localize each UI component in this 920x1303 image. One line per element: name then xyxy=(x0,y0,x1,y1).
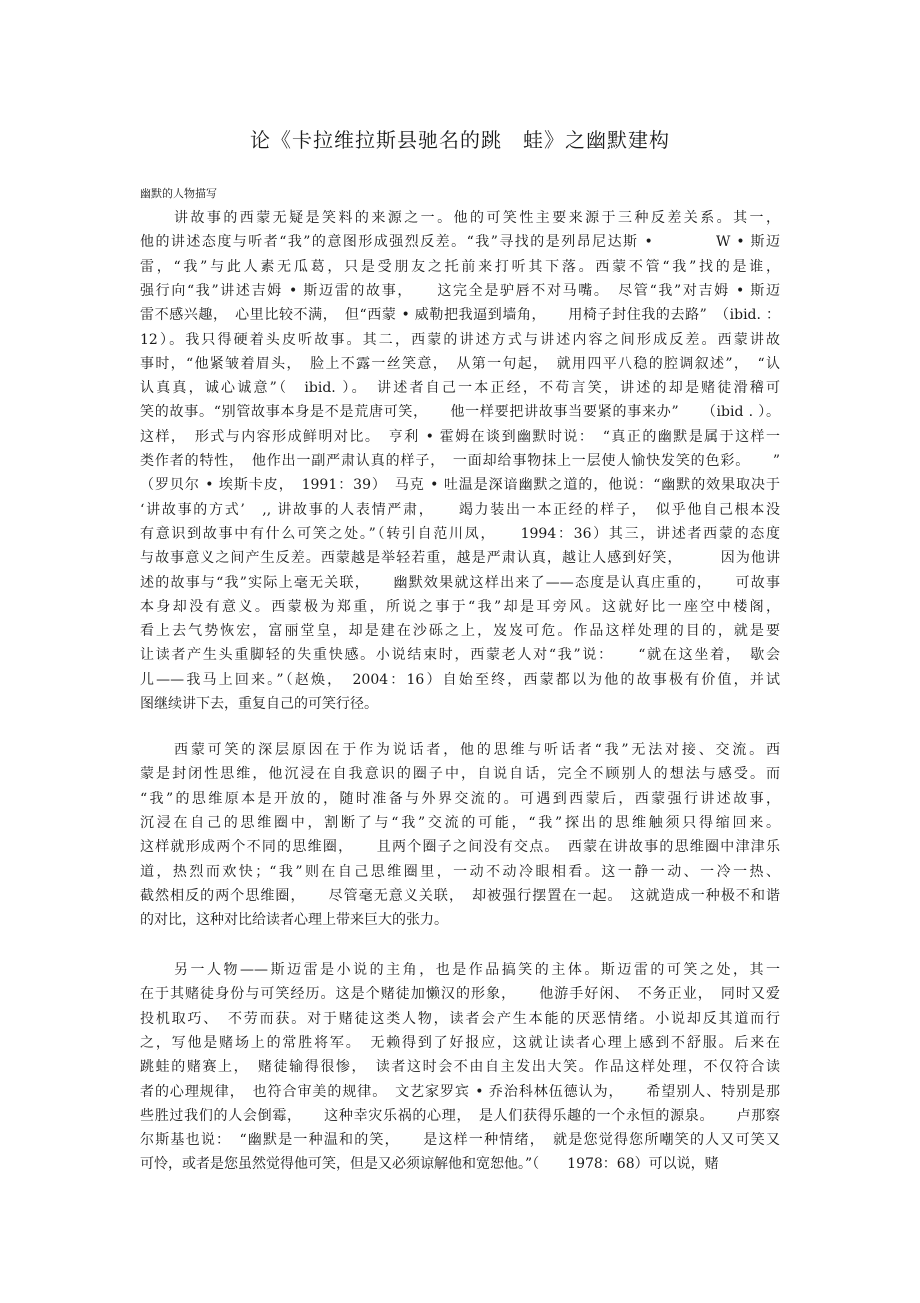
paragraph-1-line: 雷，“我”与此人素无瓜葛，只是受朋友之托前来打听其下落。西蒙不管“我”找的是谁， xyxy=(140,259,780,275)
paragraph-2-line: 的对比，这种对比给读者心理上带来巨大的张力。 xyxy=(140,912,448,928)
paragraph-1-line: 雷不感兴趣， 心里比较不满， 但“西蒙 • 威勒把我逼到墙角， 用椅子封住我的去路” （ibid. ： xyxy=(140,307,780,323)
paragraph-3-line: 跳蛙的赌赛上， 赌徒输得很惨， 读者这时会不由自主发出大笑。作品这样处理，不仅符合读 xyxy=(140,1059,780,1075)
paragraph-1-line: （罗贝尔 • 埃斯卡皮， 1991：39） 马克 • 吐温是深谙幽默之道的，他说：“幽默的效果取决于 xyxy=(140,477,780,493)
paragraph-1-line: 与故事意义之间产生反差。西蒙越是举轻若重，越是严肃认真，越让人感到好笑， 因为他讲 xyxy=(140,550,780,566)
paragraph-1-line: 这样， 形式与内容形成鲜明对比。 亨利 • 霍姆在谈到幽默时说： “真正的幽默是属于这样一 xyxy=(140,429,780,445)
document-title: 论《卡拉维拉斯县驰名的跳 蛙》之幽默建构 xyxy=(250,128,670,152)
paragraph-3-line: 尔斯基也说： “幽默是一种温和的笑， 是这样一种情绪， 就是您觉得您所嘲笑的人又可笑又 xyxy=(140,1132,780,1148)
paragraph-1-line: 让读者产生头重脚轻的失重快感。小说结束时，西蒙老人对“我”说： “就在这坐着， 歇会 xyxy=(140,647,780,663)
paragraph-1-line: 强行向“我”讲述吉姆 • 斯迈雷的故事， 这完全是驴唇不对马嘴。 尽管“我”对吉姆 • 斯迈 xyxy=(140,283,780,299)
paragraph-1-line: 儿——我马上回来。”（赵焕， 2004：16）自始至终，西蒙都以为他的故事极有价值，并试 xyxy=(140,672,780,688)
paragraph-1-line: 讲故事的西蒙无疑是笑料的来源之一。他的可笑性主要来源于三种反差关系。其一， xyxy=(174,210,780,226)
paragraph-3-line: 在于其赌徒身份与可笑经历。这是个赌徒加懒汉的形象， 他游手好闲、 不务正业， 同时又爱 xyxy=(140,986,780,1002)
paragraph-1-line: 事时，“他紧皱着眉头， 脸上不露一丝笑意， 从第一句起， 就用四平八稳的腔调叙述”， “认 xyxy=(140,356,780,372)
paragraph-1-line: 类作者的特性， 他作出一副严肃认真的样子， 一面却给事物抹上一层使人愉快发笑的色彩。 ” xyxy=(140,453,780,469)
paragraph-1-line: 有意识到故事中有什么可笑之处。”（转引自范川凤， 1994：36）其三，讲述者西蒙的态度 xyxy=(140,526,780,542)
paragraph-2-line: 蒙是封闭性思维，他沉浸在自我意识的圈子中，自说自话，完全不顾别人的想法与感受。而 xyxy=(140,766,780,782)
paragraph-3-line: 之，写他是赌场上的常胜将军。 无赖得到了好报应，这就让读者心理上感到不舒服。后来在 xyxy=(140,1035,780,1051)
paragraph-2-line: 西蒙可笑的深层原因在于作为说话者，他的思维与听话者“我”无法对接、交流。西 xyxy=(174,742,780,758)
paragraph-1-line: 12）。我只得硬着头皮听故事。其二，西蒙的讲述方式与讲述内容之间形成反差。西蒙讲故 xyxy=(140,332,780,348)
paragraph-1-line: 认真真，诚心诚意”（ ibid. ）。 讲述者自己一本正经，不苟言笑，讲述的却是赌徒滑稽可 xyxy=(140,380,780,396)
paragraph-1-line: 本身却没有意义。西蒙极为郑重，所说之事于“我”却是耳旁风。这就好比一座空中楼阁， xyxy=(140,599,780,615)
paragraph-3-line: 投机取巧、 不劳而获。对于赌徒这类人物，读者会产生本能的厌恶情绪。小说却反其道而行 xyxy=(140,1011,780,1027)
paragraph-3-line: 另一人物——斯迈雷是小说的主角，也是作品搞笑的主体。斯迈雷的可笑之处，其一 xyxy=(174,962,780,978)
paragraph-2-line: “我”的思维原本是开放的，随时准备与外界交流的。可遇到西蒙后，西蒙强行讲述故事， xyxy=(140,791,780,807)
paragraph-2-line: 沉浸在自己的思维圈中，割断了与“我”交流的可能，“我”探出的思维触须只得缩回来。 xyxy=(140,815,780,831)
paragraph-3-line: 些胜过我们的人会倒霉， 这种幸灾乐祸的心理， 是人们获得乐趣的一个永恒的源泉。 卢那察 xyxy=(140,1108,780,1124)
paragraph-1-line: ‘讲故事的方式’ ,, 讲故事的人表情严肃， 竭力装出一本正经的样子， 似乎他自己根本没 xyxy=(140,502,780,518)
paragraph-1-line: 他的讲述态度与听者“我”的意图形成强烈反差。“我”寻找的是列昂尼达斯 • W • 斯迈 xyxy=(140,234,780,250)
paragraph-1-line: 述的故事与“我”实际上毫无关联， 幽默效果就这样出来了——态度是认真庄重的， 可故事 xyxy=(140,575,780,591)
paragraph-1-line: 笑的故事。“别管故事本身是不是荒唐可笑， 他一样要把讲故事当要紧的事来办” （ibid . ）。 xyxy=(140,404,780,420)
paragraph-2-line: 这样就形成两个不同的思维圈， 且两个圈子之间没有交点。 西蒙在讲故事的思维圈中津津乐 xyxy=(140,839,780,855)
paragraph-3-line: 可怜，或者是您虽然觉得他可笑，但是又必须谅解他和宽恕他。”（ 1978：68）可以说，赌 xyxy=(140,1156,719,1172)
section-heading: 幽默的人物描写 xyxy=(140,187,217,200)
paragraph-2-line: 截然相反的两个思维圈， 尽管毫无意义关联， 却被强行摆置在一起。 这就造成一种极不和谐 xyxy=(140,888,780,904)
paragraph-1-line: 看上去气势恢宏，富丽堂皇，却是建在沙砾之上，岌岌可危。作品这样处理的目的，就是要 xyxy=(140,623,780,639)
paragraph-2-line: 道，热烈而欢快；“我”则在自己思维圈里，一动不动冷眼相看。这一静一动、一冷一热、 xyxy=(140,864,780,880)
paragraph-1-line: 图继续讲下去，重复自己的可笑行径。 xyxy=(140,696,378,712)
paragraph-3-line: 者的心理规律， 也符合审美的规律。 文艺家罗宾 • 乔治科林伍德认为， 希望别人、特别是那 xyxy=(140,1084,780,1100)
